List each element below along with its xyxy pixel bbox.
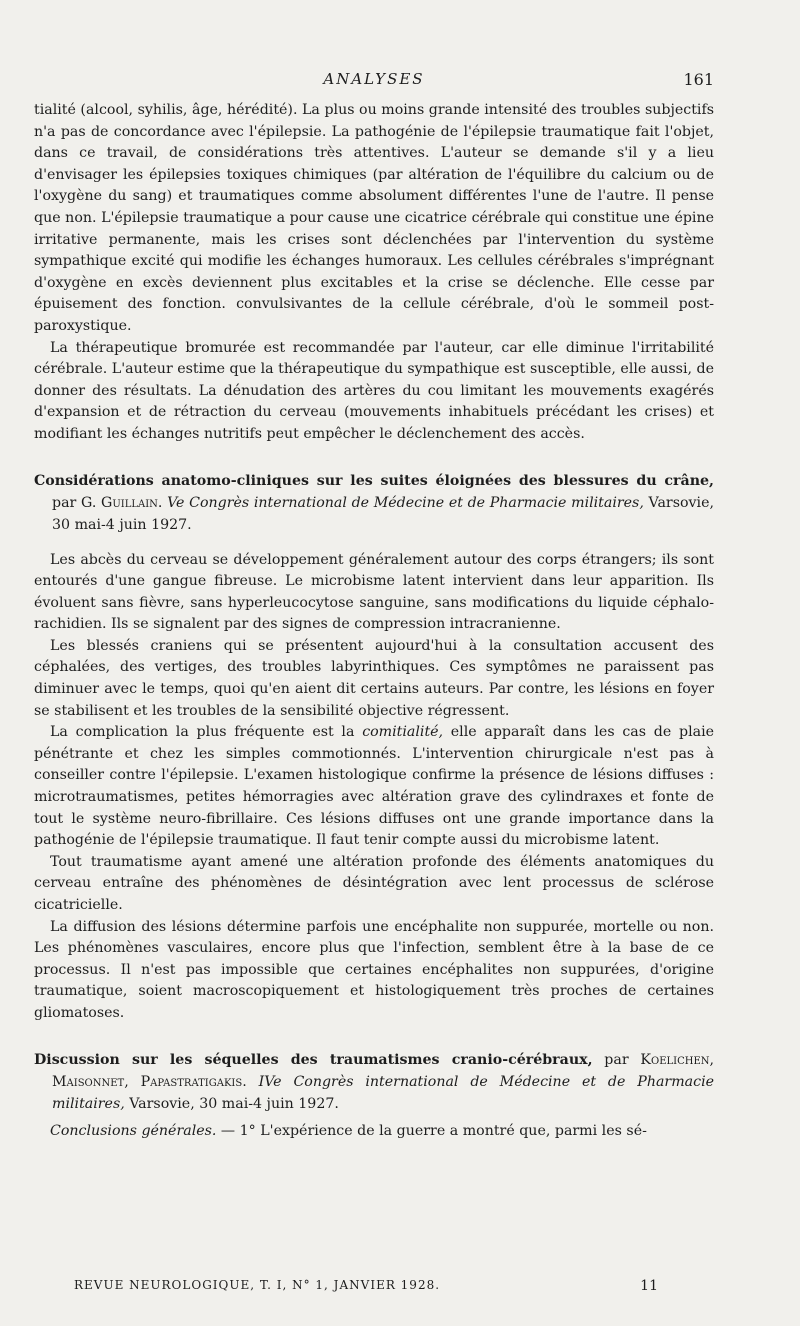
article-title: Discussion sur les séquelles des traumatismes cranio-cérébraux,: [34, 1051, 593, 1068]
article-venue: Ve Congrès international de Médecine et de Pharmacie militaires,: [162, 494, 644, 511]
paragraph-text: — 1° L'expérience de la guerre a montré que, parmi les sé-: [216, 1122, 647, 1139]
article-authors: Koelichen, Maisonnet, Papastratigakis.: [52, 1051, 715, 1090]
paragraph-text: elle apparaît dans les cas de plaie pénétrante et chez les simples commotionnés. L'intervention chirurgicale n'est pas à conseiller contre l'épilepsie. L'examen histologique confirme la présence de lésions diffuses : microtraumatismes, petites hémorragies avec altération grave des cylindraxes et fonte de tout le système neuro-fibrillaire. Ces lésions diffuses ont une grande importance dans la pathogénie de l'épilepsie traumatique. Il faut tenir compte aussi du microbisme latent.: [34, 724, 715, 849]
page-footer: [34, 1278, 714, 1298]
paragraph-emphasis: comitialité,: [362, 724, 444, 741]
article-by: par: [592, 1051, 641, 1068]
article-heading: [34, 1049, 714, 1115]
article-place-date: Varsovie, 30 mai-4 juin 1927.: [52, 494, 714, 533]
body-text: [34, 100, 714, 1142]
article-author: Guillain.: [101, 494, 163, 511]
journal-page: [34, 0, 714, 1326]
paragraph: [34, 722, 714, 852]
page-number: 161: [683, 70, 714, 89]
journal-reference: REVUE NEUROLOGIQUE, T. I, N° 1, JANVIER 1928.: [74, 1278, 441, 1292]
article-place-date: Varsovie, 30 mai-4 juin 1927.: [124, 1095, 339, 1112]
article-by: par G.: [52, 494, 101, 511]
paragraph: [34, 1121, 714, 1143]
paragraph: Les blessés craniens qui se présentent aujourd'hui à la consultation accusent des céphalées, des vertiges, des troubles labyrinthiques. Ces symptômes ne paraissent pas diminuer avec le temps, quoi qu'en aient dit certains auteurs. Par contre, les lésions en foyer se stabilisent et les troubles de la sensibilité objective régressent.: [34, 637, 714, 719]
paragraph-emphasis: Conclusions générales.: [50, 1122, 217, 1139]
paragraph: La thérapeutique bromurée est recommandée par l'auteur, car elle diminue l'irritabilité cérébrale. L'auteur estime que la thérapeutique du sympathique est susceptible, elle aussi, de donner des résultats. La dénudation des artères du cou limitant les mouvements exagérés d'expansion et de rétraction du cerveau (mouvements inhabituels précédant les crises) et modifiant les échanges nutritifs peut empêcher le déclenchement des accès.: [34, 339, 714, 442]
signature-mark: 11: [640, 1278, 658, 1294]
paragraph: Tout traumatisme ayant amené une altération profonde des éléments anatomiques du cerveau entraîne des phénomènes de désintégration avec lent processus de sclérose cicatricielle.: [34, 853, 714, 913]
paragraph: tialité (alcool, syhilis, âge, hérédité). La plus ou moins grande intensité des troubles subjectifs n'a pas de concordance avec l'épilepsie. La pathogénie de l'épilepsie traumatique fait l'objet, dans ce travail, de considérations très attentives. L'auteur se demande s'il y a lieu d'envisager les épilepsies toxiques chimiques (par altération de l'équilibre du calcium ou de l'oxygène du sang) et traumatiques comme absolument différentes l'une de l'autre. Il pense que non. L'épilepsie traumatique a pour cause une cicatrice cérébrale qui constitue une épine irritative permanente, mais les crises sont déclenchées par l'intervention du système sympathique excité qui modifie les échanges humoraux. Les cellules cérébrales s'imprégnant d'oxygène en excès deviennent plus excitables et la crise se déclenche. Elle cesse par épuisement des fonction. convulsivantes de la cellule cérébrale, d'où le sommeil post-paroxystique.: [34, 102, 714, 334]
article-venue: IVe Congrès international de Médecine et de Pharmacie militaires,: [52, 1073, 714, 1112]
article-heading: [34, 470, 714, 536]
running-title: ANALYSES: [323, 70, 425, 88]
paragraph-text: La complication la plus fréquente est la: [50, 724, 363, 741]
article-title: Considérations anatomo-cliniques sur les suites éloignées des blessures du crâne,: [34, 472, 714, 489]
paragraph: Les abcès du cerveau se développement généralement autour des corps étrangers; ils sont entourés d'une gangue fibreuse. Le microbisme latent intervient dans leur apparition. Ils évoluent sans fièvre, sans hyperleucocytose sanguine, sans modifications du liquide céphalo-rachidien. Ils se signalent par des signes de compression intracranienne.: [34, 551, 714, 633]
paragraph: La diffusion des lésions détermine parfois une encéphalite non suppurée, mortelle ou non. Les phénomènes vasculaires, encore plus que l'infection, semblent être à la base de ce processus. Il n'est pas impossible que certaines encéphalites non suppurées, d'origine traumatique, soient macroscopiquement et histologiquement très proches de certaines gliomatoses.: [34, 918, 714, 1021]
running-head: [34, 70, 714, 92]
